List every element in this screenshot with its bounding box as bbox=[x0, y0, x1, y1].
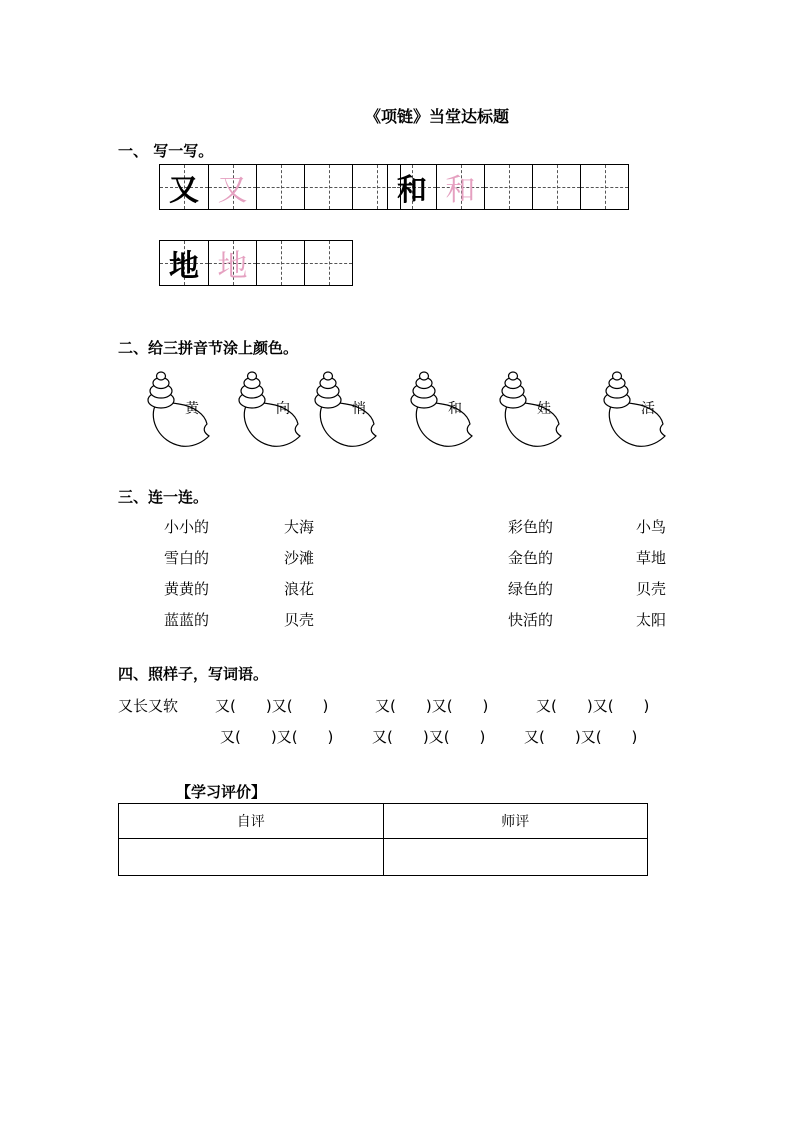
adjective-right: 彩色的 bbox=[508, 518, 554, 536]
fill-blank[interactable]: 又( )又( ) bbox=[524, 728, 638, 746]
shell-syllable: 悄 bbox=[352, 401, 366, 417]
grid-cell[interactable] bbox=[532, 165, 580, 209]
fill-blank[interactable]: 又( )又( ) bbox=[372, 728, 486, 746]
grid-cell bbox=[436, 165, 484, 209]
self-eval-cell[interactable] bbox=[119, 839, 384, 876]
page-title: 《项链》当堂达标题 bbox=[364, 107, 509, 126]
writing-grid-2 bbox=[387, 164, 629, 210]
shell-syllable: 黄 bbox=[185, 401, 199, 417]
writing-grid-1 bbox=[159, 164, 401, 210]
grid-cell bbox=[208, 165, 256, 209]
noun-left: 浪花 bbox=[284, 580, 315, 598]
section4-heading: 四、照样子，写词语。 bbox=[118, 665, 269, 683]
fill-blank[interactable]: 又( )又( ) bbox=[375, 697, 489, 715]
adjective-right: 金色的 bbox=[508, 549, 554, 567]
adjective-right: 绿色的 bbox=[508, 580, 554, 598]
fill-blank[interactable]: 又( )又( ) bbox=[536, 697, 650, 715]
grid-cell bbox=[388, 165, 436, 209]
writing-grid-3 bbox=[159, 240, 353, 286]
grid-cell[interactable] bbox=[256, 165, 304, 209]
grid-cell[interactable] bbox=[256, 241, 304, 285]
teacher-eval-header: 师评 bbox=[383, 804, 648, 839]
shell-icon[interactable] bbox=[408, 370, 480, 452]
example-word: 又长又软 bbox=[118, 697, 179, 715]
grid-cell[interactable] bbox=[304, 241, 352, 285]
shell-syllable: 娃 bbox=[537, 401, 551, 417]
adjective-left: 小小的 bbox=[164, 518, 210, 536]
noun-left: 贝壳 bbox=[284, 611, 315, 629]
model-char: 和 bbox=[397, 173, 427, 208]
noun-right: 小鸟 bbox=[636, 518, 667, 536]
noun-right: 草地 bbox=[636, 549, 667, 567]
section1-heading: 一、 写一写。 bbox=[118, 142, 214, 160]
grid-cell[interactable] bbox=[484, 165, 532, 209]
shell-icon[interactable] bbox=[601, 370, 673, 452]
teacher-eval-cell[interactable] bbox=[383, 839, 648, 876]
noun-right: 太阳 bbox=[636, 611, 667, 629]
noun-left: 沙滩 bbox=[284, 549, 315, 567]
evaluation-heading: 【学习评价】 bbox=[176, 783, 267, 801]
trace-char: 又 bbox=[217, 173, 248, 208]
shell-icon[interactable] bbox=[497, 370, 569, 452]
grid-cell bbox=[160, 241, 208, 285]
fill-blank[interactable]: 又( )又( ) bbox=[220, 728, 334, 746]
noun-left: 大海 bbox=[284, 518, 315, 536]
model-char: 地 bbox=[169, 249, 199, 284]
self-eval-header: 自评 bbox=[119, 804, 384, 839]
shell-syllable: 活 bbox=[641, 401, 655, 417]
adjective-right: 快活的 bbox=[508, 611, 554, 629]
shell-syllable: 和 bbox=[448, 401, 462, 417]
grid-cell bbox=[160, 165, 208, 209]
trace-char: 和 bbox=[445, 173, 476, 208]
section2-heading: 二、给三拼音节涂上颜色。 bbox=[118, 339, 299, 357]
fill-blank[interactable]: 又( )又( ) bbox=[215, 697, 329, 715]
shell-icon[interactable] bbox=[236, 370, 308, 452]
section3-heading: 三、连一连。 bbox=[118, 488, 209, 506]
evaluation-table bbox=[118, 803, 648, 876]
grid-cell[interactable] bbox=[580, 165, 628, 209]
grid-cell bbox=[208, 241, 256, 285]
trace-char: 地 bbox=[217, 249, 248, 284]
shell-icon[interactable] bbox=[145, 370, 217, 452]
noun-right: 贝壳 bbox=[636, 580, 667, 598]
shell-syllable: 向 bbox=[276, 401, 290, 417]
adjective-left: 蓝蓝的 bbox=[164, 611, 210, 629]
adjective-left: 黄黄的 bbox=[164, 580, 210, 598]
adjective-left: 雪白的 bbox=[164, 549, 210, 567]
model-char: 又 bbox=[169, 173, 199, 208]
grid-cell[interactable] bbox=[304, 165, 352, 209]
shell-icon[interactable] bbox=[312, 370, 384, 452]
